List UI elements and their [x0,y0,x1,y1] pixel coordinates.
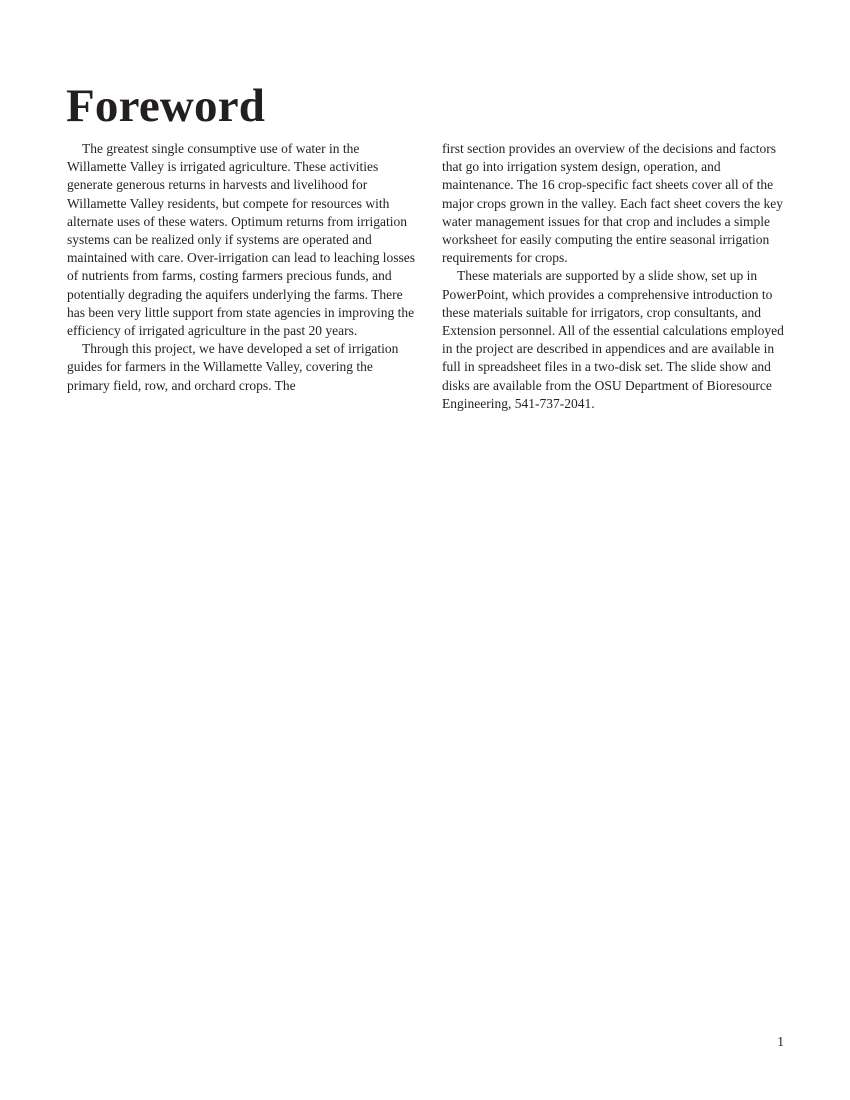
materials-paragraph: These materials are supported by a slide show, set up in PowerPoint, which provides a comprehensive introduction to these materials suitable for irrigators, crop consultants, and Extension personnel. All of the essential calculations employed in the project are described in appendices and are available in full in spreadsheet files in a two-disk set. The slide show and disks are available from the OSU Department of Bioresource Engineering, 541-737-2041. [442,268,784,411]
left-text-column [67,140,417,395]
project-paragraph-continued: first section provides an overview of the decisions and factors that go into irrigation system design, operation, and maintenance. The 16 crop-specific fact sheets cover all of the major crops grown in the valley. Each fact sheet covers the key water management issues for that crop and includes a simple worksheet for easily computing the entire seasonal irrigation requirements for crops. [442,141,783,266]
project-paragraph-start: Through this project, we have developed a set of irrigation guides for farmers in the Willamette Valley, covering the primary field, row, and orchard crops. The [67,341,399,393]
page-number: 1 [777,1034,784,1049]
intro-paragraph: The greatest single consumptive use of water in the Willamette Valley is irrigated agriculture. These activities generate generous returns in harvests and livelihood for Willamette Valley residents, but compete for resources with alternate uses of these waters. Optimum returns from irrigation systems can be realized only if systems are operated and maintained with care. Over-irrigation can lead to leaching losses of nutrients from farms, costing farmers precious funds, and potentially degrading the aquifers underlying the farms. There has been very little support from state agencies in improving the efficiency of irrigated agriculture in the past 20 years. [67,141,415,339]
right-text-column [442,140,792,413]
page-title: Foreword [66,80,266,132]
